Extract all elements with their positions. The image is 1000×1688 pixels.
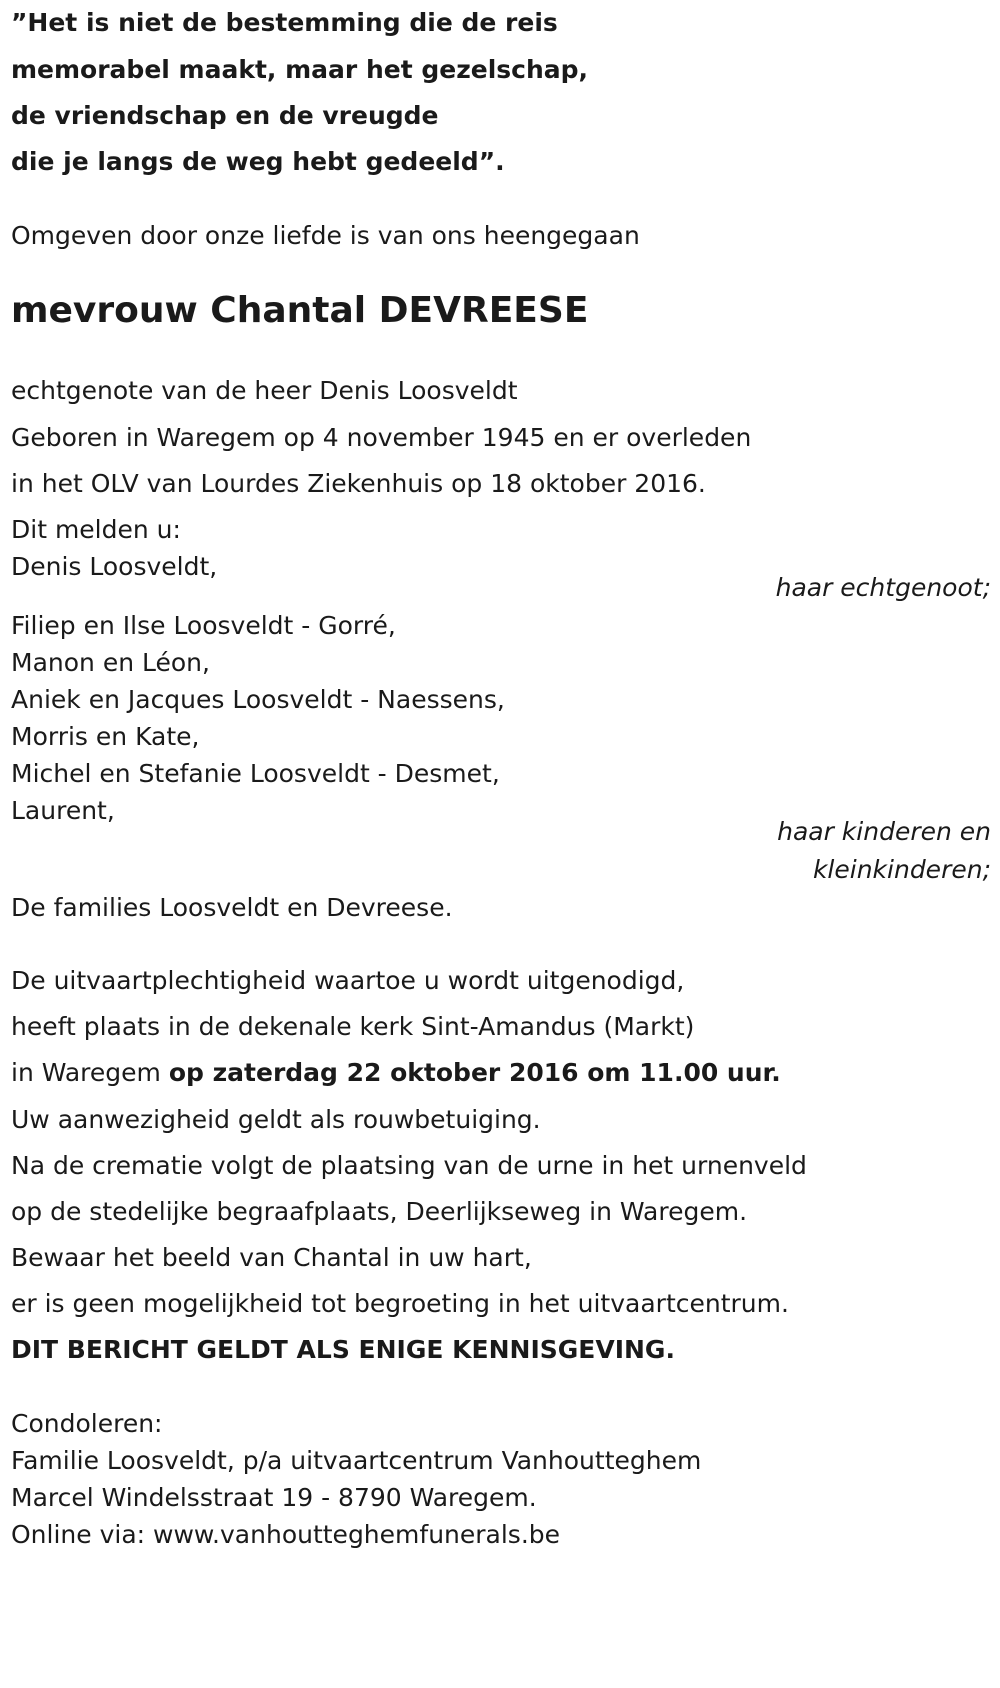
ceremony-line-3 xyxy=(11,1058,781,1088)
spouse-role: haar echtgenoot; xyxy=(775,573,991,602)
deceased-name: mevrouw Chantal DEVREESE xyxy=(11,290,589,331)
quote-line-3: de vriendschap en de vreugde xyxy=(11,101,439,130)
announcer-child: Manon en Léon, xyxy=(11,648,210,677)
announcer-child: Michel en Stefanie Loosveldt - Desmet, xyxy=(11,759,500,788)
quote-line-2: memorabel maakt, maar het gezelschap, xyxy=(11,55,589,84)
ceremony-line-1: De uitvaartplechtigheid waartoe u wordt uitgenodigd, xyxy=(11,966,685,995)
condolences-online: Online via: www.vanhoutteghemfunerals.be xyxy=(11,1520,561,1549)
ceremony-line-4: Uw aanwezigheid geldt als rouwbetuiging. xyxy=(11,1105,541,1134)
birth-line: Geboren in Waregem op 4 november 1945 en er overleden xyxy=(11,423,752,452)
announcers-header: Dit melden u: xyxy=(11,515,181,544)
announcer-child: Morris en Kate, xyxy=(11,722,200,751)
notice-line: DIT BERICHT GELDT ALS ENIGE KENNISGEVING. xyxy=(11,1335,675,1364)
children-role-line-1: haar kinderen en xyxy=(777,817,991,846)
ceremony-line-2: heeft plaats in de dekenale kerk Sint-Amandus (Markt) xyxy=(11,1012,695,1041)
ceremony-line-6: op de stedelijke begraafplaats, Deerlijkseweg in Waregem. xyxy=(11,1197,748,1226)
ceremony-line-8: er is geen mogelijkheid tot begroeting in het uitvaartcentrum. xyxy=(11,1289,789,1318)
announcer-child: Aniek en Jacques Loosveldt - Naessens, xyxy=(11,685,505,714)
ceremony-location: in Waregem xyxy=(11,1058,169,1087)
ceremony-line-5: Na de crematie volgt de plaatsing van de urne in het urnenveld xyxy=(11,1151,807,1180)
quote-line-1: ”Het is niet de bestemming die de reis xyxy=(11,8,558,37)
condolences-header: Condoleren: xyxy=(11,1409,163,1438)
spouse-line: echtgenote van de heer Denis Loosveldt xyxy=(11,376,518,405)
announcer-child: Laurent, xyxy=(11,796,115,825)
condolences-line-2: Marcel Windelsstraat 19 - 8790 Waregem. xyxy=(11,1483,537,1512)
condolences-line-1: Familie Loosveldt, p/a uitvaartcentrum Vanhoutteghem xyxy=(11,1446,702,1475)
ceremony-date-time: op zaterdag 22 oktober 2016 om 11.00 uur. xyxy=(168,1058,781,1087)
ceremony-line-7: Bewaar het beeld van Chantal in uw hart, xyxy=(11,1243,532,1272)
death-line: in het OLV van Lourdes Ziekenhuis op 18 oktober 2016. xyxy=(11,469,706,498)
announcer-spouse: Denis Loosveldt, xyxy=(11,552,218,581)
intro-text: Omgeven door onze liefde is van ons heengegaan xyxy=(11,221,640,250)
quote-line-4: die je langs de weg hebt gedeeld”. xyxy=(11,147,505,176)
announcer-child: Filiep en Ilse Loosveldt - Gorré, xyxy=(11,611,396,640)
children-role-line-2: kleinkinderen; xyxy=(812,855,991,884)
families-line: De families Loosveldt en Devreese. xyxy=(11,893,453,922)
